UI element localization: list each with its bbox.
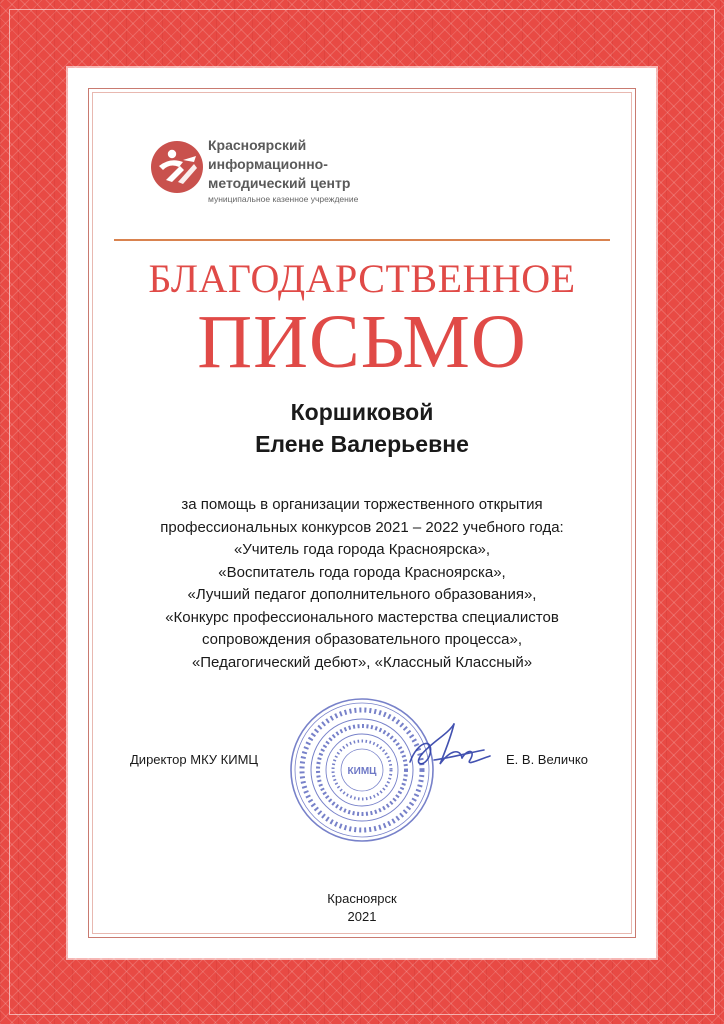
text-line: «Воспитатель года города Красноярска»,: [218, 563, 506, 581]
title-line-1: БЛАГОДАРСТВЕННОЕ: [148, 256, 576, 301]
gratitude-text: [68, 494, 656, 674]
place-and-year: [68, 890, 656, 926]
recipient-given-names: Елене Валерьевне: [255, 431, 469, 457]
recipient-name: [68, 396, 656, 460]
text-line: «Лучший педагог дополнительного образования»,: [187, 586, 537, 603]
title-line-2: ПИСЬМО: [197, 300, 527, 384]
certificate-sheet: [68, 68, 656, 958]
signer-name: Е. В. Величко: [506, 752, 588, 767]
city-name: Красноярск: [327, 891, 397, 906]
organization-name: [208, 136, 358, 205]
handwritten-signature-icon: [404, 720, 496, 780]
year: 2021: [347, 909, 377, 924]
org-subtitle: муниципальное казенное учреждение: [208, 194, 359, 204]
stamp-label: КИМЦ: [347, 766, 377, 777]
text-line: за помощь в организации торжественного открытия: [181, 496, 543, 513]
recipient-surname: Коршиковой: [290, 399, 434, 425]
header-divider: [114, 239, 610, 241]
director-position: Директор МКУ КИМЦ: [130, 752, 259, 767]
text-line: «Учитель года города Красноярска»,: [233, 541, 491, 558]
org-line-2: информационно-: [208, 156, 328, 172]
org-line-1: Красноярский: [208, 137, 307, 153]
kimc-logo-icon: [150, 140, 204, 194]
text-line: «Педагогический дебют», «Классный Классный»: [191, 653, 533, 671]
text-line: профессиональных конкурсов 2021 – 2022 учебного года:: [160, 518, 564, 536]
text-line: «Конкурс профессионального мастерства специалистов: [165, 608, 559, 626]
org-line-3: методический центр: [208, 175, 351, 191]
text-line: сопровождения образовательного процесса»,: [201, 631, 522, 648]
